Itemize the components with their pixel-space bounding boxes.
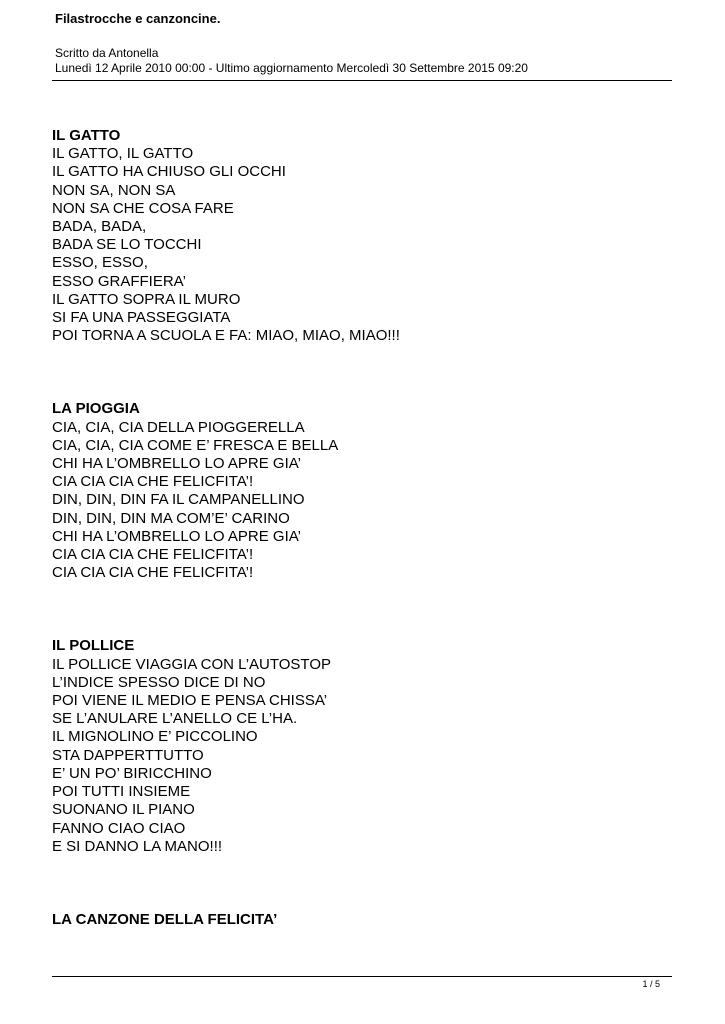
poem-line: CHI HA L’OMBRELLO LO APRE GIA’ xyxy=(52,527,301,545)
poem-line: CIA CIA CIA CHE FELICFITA’! xyxy=(52,473,254,491)
poem-line: NON SA, NON SA xyxy=(52,181,176,199)
poem-line: CIA CIA CIA CHE FELICFITA’! xyxy=(52,546,254,564)
poem-block xyxy=(52,911,672,929)
poem-line: SI FA UNA PASSEGGIATA xyxy=(52,309,231,327)
poem-line: E SI DANNO LA MANO!!! xyxy=(52,837,223,855)
poem-line: DIN, DIN, DIN FA IL CAMPANELLINO xyxy=(52,491,305,509)
poem-line: ESSO GRAFFIERA’ xyxy=(52,272,186,290)
poem-line: L’INDICE SPESSO DICE DI NO xyxy=(52,673,266,691)
poem-line: FANNO CIAO CIAO xyxy=(52,819,186,837)
poem-line: IL GATTO SOPRA IL MURO xyxy=(52,290,241,308)
poem-title: IL POLLICE xyxy=(52,637,135,655)
poem-line: IL GATTO, IL GATTO xyxy=(52,145,194,163)
poem-line: CHI HA L’OMBRELLO LO APRE GIA’ xyxy=(52,455,301,473)
poem-title: IL GATTO xyxy=(52,127,121,144)
poem-line: POI TUTTI INSIEME xyxy=(52,783,191,801)
poem-line: CIA, CIA, CIA DELLA PIOGGERELLA xyxy=(52,418,305,436)
poem-line: DIN, DIN, DIN MA COM’E’ CARINO xyxy=(52,509,290,527)
poem-block xyxy=(52,637,672,855)
poem-title: LA PIOGGIA xyxy=(52,400,140,418)
page-number: 1 / 5 xyxy=(642,979,660,989)
poem-line: BADA SE LO TOCCHI xyxy=(52,236,202,254)
poem-line: IL POLLICE VIAGGIA CON L’AUTOSTOP xyxy=(52,655,331,673)
poem-line: CIA CIA CIA CHE FELICFITA’! xyxy=(52,564,254,582)
document-body xyxy=(52,127,672,984)
poem-block xyxy=(52,127,672,345)
poem-line: SE L’ANULARE L’ANELLO CE L’HA. xyxy=(52,710,298,728)
poem-title: LA CANZONE DELLA FELICITA’ xyxy=(52,910,278,928)
poem-line: IL GATTO HA CHIUSO GLI OCCHI xyxy=(52,163,286,181)
document-meta xyxy=(55,46,528,76)
poem-line: BADA, BADA, xyxy=(52,218,147,236)
footer-divider xyxy=(52,976,672,977)
date-line: Lunedì 12 Aprile 2010 00:00 - Ultimo aggiornamento Mercoledì 30 Settembre 2015 09:20 xyxy=(55,61,528,75)
poem-block xyxy=(52,400,672,582)
poem-line: STA DAPPERTTUTTO xyxy=(52,746,204,764)
poem-line: E’ UN PO’ BIRICCHINO xyxy=(52,764,212,782)
author-line: Scritto da Antonella xyxy=(55,46,159,60)
header-divider xyxy=(52,80,672,81)
poem-line: ESSO, ESSO, xyxy=(52,254,148,272)
poem-line: NON SA CHE COSA FARE xyxy=(52,199,234,217)
poem-line: POI VIENE IL MEDIO E PENSA CHISSA’ xyxy=(52,692,328,710)
poem-line: IL MIGNOLINO E’ PICCOLINO xyxy=(52,728,258,746)
poem-line: POI TORNA A SCUOLA E FA: MIAO, MIAO, MIAO!!! xyxy=(52,327,400,345)
poem-line: SUONANO IL PIANO xyxy=(52,801,195,819)
document-title: Filastrocche e canzoncine. xyxy=(55,11,221,26)
poem-line: CIA, CIA, CIA COME E’ FRESCA E BELLA xyxy=(52,436,339,454)
